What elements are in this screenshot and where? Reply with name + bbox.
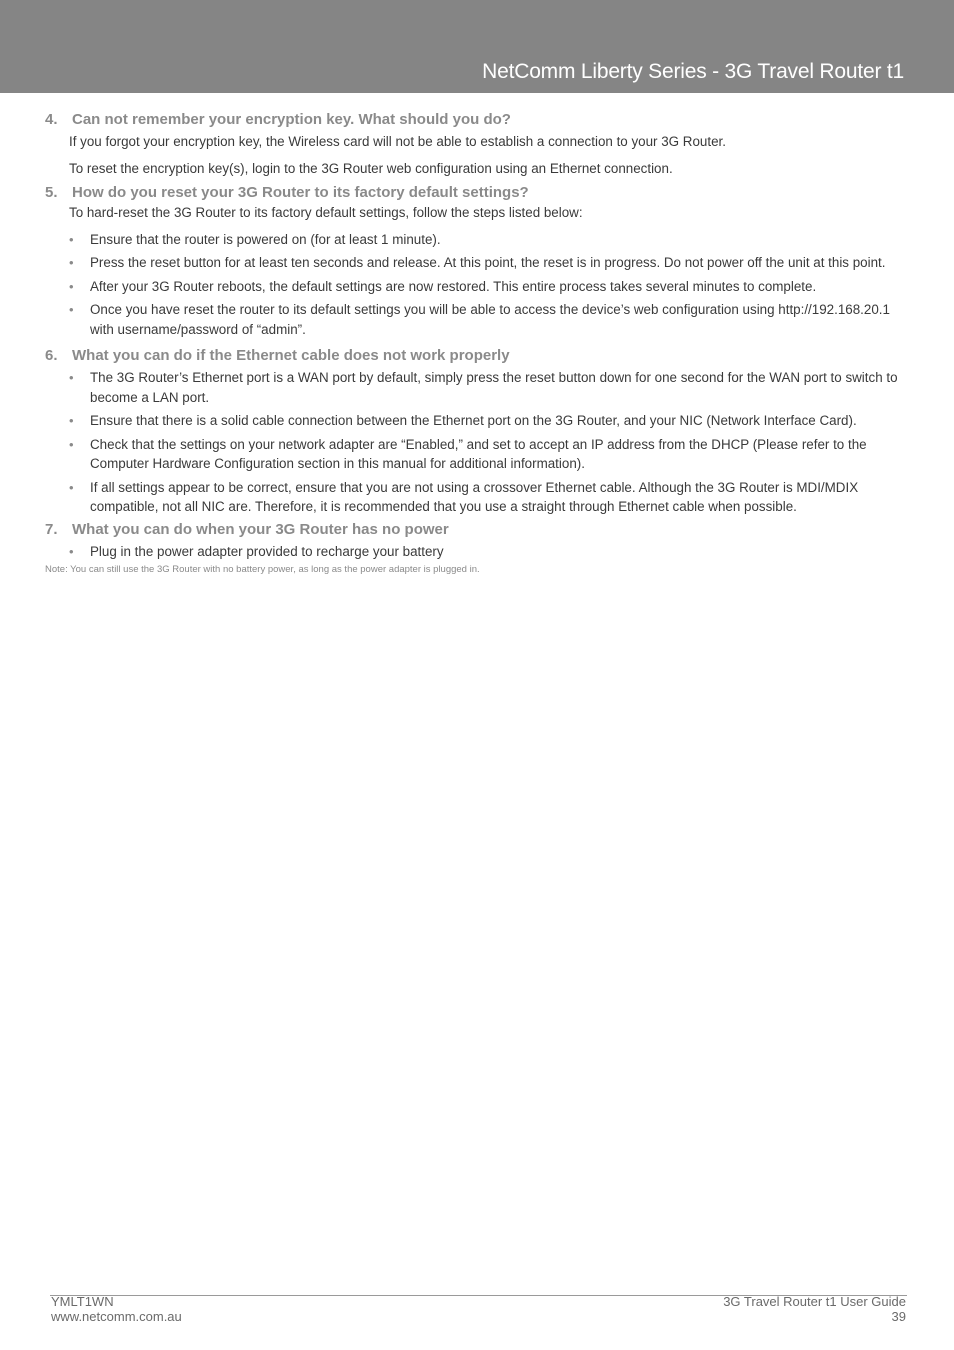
bullet-icon: • [69, 302, 74, 317]
list-item-text: The 3G Router’s Ethernet port is a WAN port by default, simply press the reset button down for one second for the WAN port to switch to become a LAN port. [90, 370, 898, 405]
section-4 [45, 110, 911, 183]
list-item [69, 542, 911, 562]
list-item [69, 253, 911, 273]
list-item-text: Plug in the power adapter provided to recharge your battery [90, 544, 444, 559]
section-heading-text: How do you reset your 3G Router to its factory default settings? [72, 184, 529, 201]
list-item-text: Check that the settings on your network adapter are “Enabled,” and set to accept an IP address from the DHCP (Please refer to the Computer Hardware Configuration section in this manual for additional information). [90, 436, 867, 471]
list-item-text: After your 3G Router reboots, the default settings are now restored. This entire process takes several minutes to complete. [90, 278, 817, 294]
list-item [69, 368, 911, 407]
footer-guide-title: 3G Travel Router t1 User Guide [723, 1294, 906, 1309]
list-item-text: If all settings appear to be correct, ensure that you are not using a crossover Ethernet cable. Although the 3G Router is MDI/MDIX compatible, not all NIC are. Therefore, it is recommended that you use a straight through Ethernet cable when possible. [90, 479, 859, 514]
bullet-icon: • [69, 479, 74, 495]
list-item-text: Once you have reset the router to its default settings you will be able to access the device’s web configuration using http://192.168.20.1 with username/password of “admin”. [90, 302, 890, 337]
section-number: 6. [45, 347, 58, 364]
bullet-icon: • [69, 278, 74, 294]
bullet-icon: • [69, 231, 74, 247]
footer-website: www.netcomm.com.au [51, 1308, 182, 1324]
bullet-icon: • [69, 255, 74, 270]
footer-right [723, 1295, 906, 1324]
footer-left [51, 1295, 182, 1324]
list-item-text: Ensure that the router is powered on (for at least 1 minute). [90, 231, 441, 247]
bullet-icon: • [69, 413, 74, 428]
footer-model: YMLT1WN [51, 1294, 114, 1309]
bullet-icon: • [69, 436, 74, 452]
section-number: 5. [45, 184, 58, 201]
section-number: 7. [45, 521, 58, 538]
list-item-text: Press the reset button for at least ten seconds and release. At this point, the reset is in progress. Do not power off the unit at this point. [90, 255, 886, 270]
list-item-text: Ensure that there is a solid cable connection between the Ethernet port on the 3G Router, and your NIC (Network Interface Card). [90, 413, 857, 428]
page-title: NetComm Liberty Series - 3G Travel Router t1 [482, 60, 904, 83]
section-5 [45, 183, 911, 346]
section-heading [45, 110, 911, 130]
paragraph: To hard-reset the 3G Router to its factory default settings, follow the steps listed below: [69, 205, 583, 220]
section-heading [45, 520, 911, 540]
list-item [69, 277, 911, 297]
list-item [69, 411, 911, 431]
list-item [69, 435, 911, 474]
section-6 [45, 346, 911, 520]
bullet-list [45, 368, 911, 517]
bullet-icon: • [69, 370, 74, 385]
section-heading-text: What you can do if the Ethernet cable does not work properly [72, 347, 510, 364]
section-heading [45, 183, 911, 203]
paragraph: To reset the encryption key(s), login to the 3G Router web configuration using an Ethernet connection. [69, 160, 673, 176]
section-heading-text: What you can do when your 3G Router has no power [72, 521, 449, 538]
bullet-icon: • [69, 544, 74, 559]
header-bar [0, 0, 954, 93]
list-item [69, 478, 911, 517]
page-number: 39 [891, 1308, 906, 1324]
section-number: 4. [45, 111, 58, 128]
section-7 [45, 520, 911, 563]
section-heading-text: Can not remember your encryption key. What should you do? [72, 111, 511, 128]
section-heading [45, 346, 911, 366]
note: Note: You can still use the 3G Router with no battery power, as long as the power adapter is plugged in. [45, 564, 480, 575]
bullet-list [45, 230, 911, 340]
bullet-list [45, 542, 911, 562]
list-item [69, 230, 911, 250]
main-content [45, 110, 911, 577]
paragraph: If you forgot your encryption key, the Wireless card will not be able to establish a connection to your 3G Router. [69, 134, 726, 149]
list-item [69, 300, 911, 339]
